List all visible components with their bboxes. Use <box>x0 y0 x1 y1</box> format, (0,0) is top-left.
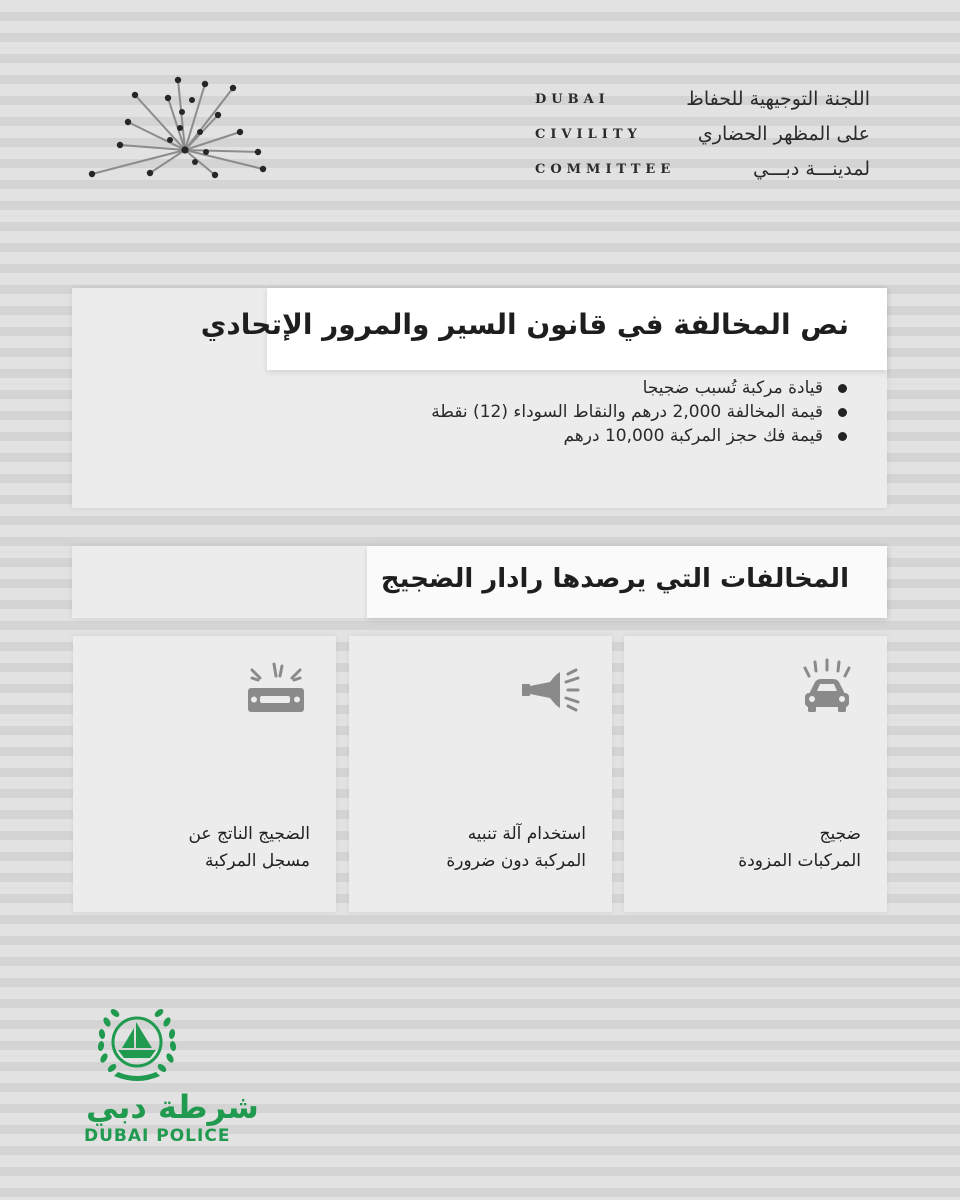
violation-card-noisy-vehicles <box>624 636 887 912</box>
violation-card-car-stereo <box>73 636 336 912</box>
noisy-car-icon <box>795 654 859 718</box>
law-panel <box>72 288 887 508</box>
law-title: نص المخالفة في قانون السير والمرور الإتحادي <box>200 308 849 341</box>
header-en-line-1: DUBAI <box>535 92 610 107</box>
header-ar-line-3: لمدينـــة دبـــي <box>753 158 870 180</box>
law-item: قيمة المخالفة 2,000 درهم والنقاط السوداء (12) نقطة <box>287 400 847 424</box>
card-line-2: المركبة دون ضرورة <box>446 851 586 871</box>
card-line-2: المركبات المزودة <box>738 851 861 871</box>
radar-title-box <box>367 546 887 618</box>
card-text <box>641 821 861 875</box>
law-item: قيادة مركبة تُسبب ضجيجا <box>287 376 847 400</box>
violation-card-horn <box>349 636 612 912</box>
card-text <box>366 821 586 875</box>
card-line-1: استخدام آلة تنبيه <box>467 824 586 844</box>
dubai-police-arabic-name: شرطة دبي <box>86 1088 259 1126</box>
header-en-line-2: CIVILITY <box>535 127 642 142</box>
law-title-box <box>200 288 887 370</box>
dubai-police-emblem-icon <box>92 1000 182 1086</box>
card-line-2: مسجل المركبة <box>205 851 310 871</box>
header-ar-line-1: اللجنة التوجيهية للحفاظ <box>686 88 870 110</box>
card-line-1: ضجيج <box>819 824 861 844</box>
law-list <box>287 376 847 448</box>
horn-icon <box>520 654 584 718</box>
civility-committee-logo-icon <box>80 70 280 190</box>
radar-title: المخالفات التي يرصدها رادار الضجيج <box>380 564 849 594</box>
dubai-police-english-name: DUBAI POLICE <box>84 1126 231 1146</box>
card-text <box>90 821 310 875</box>
header-ar-line-2: على المظهر الحضاري <box>697 123 870 145</box>
law-item: قيمة فك حجز المركبة 10,000 درهم <box>287 424 847 448</box>
radar-panel <box>72 546 887 618</box>
car-stereo-icon <box>244 654 308 718</box>
header-en-line-3: COMMITTEE <box>535 162 676 177</box>
card-line-1: الضجيج الناتج عن <box>188 824 310 844</box>
